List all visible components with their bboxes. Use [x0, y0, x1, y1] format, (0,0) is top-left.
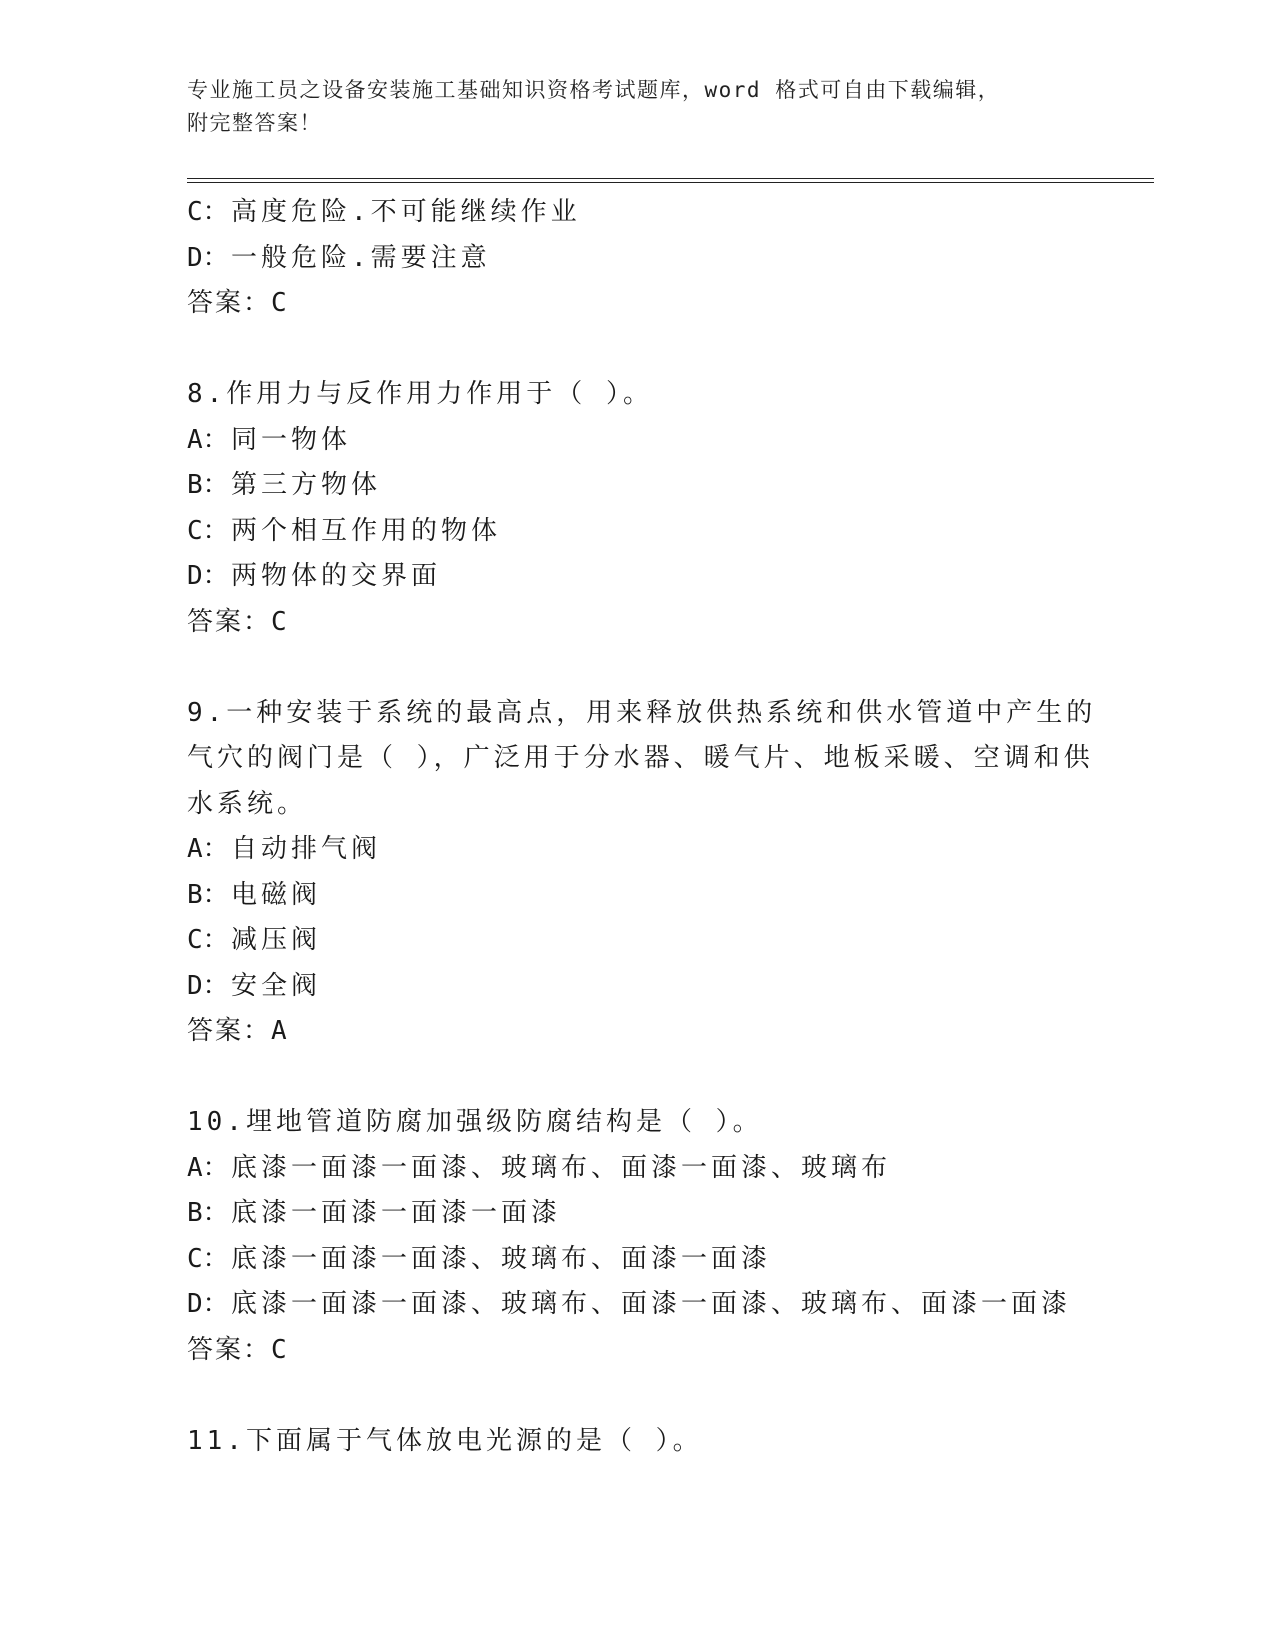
answer-line: 答案：C: [187, 606, 289, 637]
option-text: 底漆一面漆一面漆、玻璃布、面漆一面漆、玻璃布: [231, 1152, 892, 1183]
option-text: 底漆一面漆一面漆、玻璃布、面漆一面漆、玻璃布、面漆一面漆: [231, 1289, 1072, 1319]
spacer: [187, 645, 1087, 691]
option-text: 第三方物体: [231, 470, 382, 500]
option-text: 自动排气阀: [231, 834, 382, 864]
option-text: 减压阀: [231, 925, 322, 955]
option-key: C：: [187, 197, 229, 227]
option-key: D：: [187, 561, 229, 591]
option-d: [187, 964, 1087, 1010]
option-key: C：: [187, 925, 229, 955]
option-d: [187, 236, 1087, 282]
option-key: A：: [187, 1152, 229, 1183]
option-c: [187, 509, 1087, 555]
header-text-line-2: 附完整答案！: [187, 111, 322, 135]
question-stem: 8.作用力与反作用力作用于（ ）。: [187, 379, 653, 409]
option-text: 两个相互作用的物体: [231, 515, 502, 546]
option-text: 同一物体: [231, 424, 352, 455]
option-text: 底漆一面漆一面漆一面漆: [231, 1198, 562, 1228]
option-key: A：: [187, 834, 229, 864]
option-text: 一般危险.需要注意: [231, 242, 491, 273]
question-fragment: [187, 190, 1087, 327]
spacer: [187, 327, 1087, 373]
spacer: [187, 1055, 1087, 1101]
option-key: C：: [187, 1243, 229, 1274]
option-a: [187, 418, 1087, 464]
question-stem-line-2: 气穴的阀门是（ ），广泛用于分水器、暖气片、地板采暖、空调和供: [187, 743, 1094, 773]
question-11: [187, 1419, 1087, 1465]
question-stem-line-3: 水系统。: [187, 788, 308, 819]
option-a: [187, 1146, 1087, 1192]
option-key: D：: [187, 1289, 229, 1319]
question-9: [187, 691, 1097, 1055]
option-d: [187, 1282, 1087, 1328]
option-key: B：: [187, 1198, 229, 1228]
question-10: [187, 1100, 1087, 1373]
spacer: [187, 1373, 1087, 1419]
option-b: [187, 1191, 1087, 1237]
question-stem: 11.下面属于气体放电光源的是（ ）。: [187, 1425, 703, 1456]
header-text-line-1: 专业施工员之设备安装施工基础知识资格考试题库，word 格式可自由下载编辑，: [187, 78, 1001, 102]
option-text: 高度危险.不可能继续作业: [231, 197, 581, 227]
option-text: 底漆一面漆一面漆、玻璃布、面漆一面漆: [231, 1243, 772, 1274]
option-b: [187, 873, 1087, 919]
page-header: [187, 74, 1067, 140]
answer-line: 答案：A: [187, 1016, 289, 1046]
option-c: [187, 918, 1087, 964]
option-key: A：: [187, 424, 229, 455]
option-text: 安全阀: [231, 970, 322, 1001]
answer-line: 答案：C: [187, 288, 289, 318]
option-c: [187, 1237, 1087, 1283]
option-key: C：: [187, 515, 229, 546]
header-divider: [187, 178, 1154, 183]
option-text: 电磁阀: [231, 879, 322, 910]
question-list: [187, 190, 1097, 1464]
option-c: [187, 190, 1087, 236]
option-a: [187, 827, 1087, 873]
option-text: 两物体的交界面: [231, 561, 442, 591]
option-key: D：: [187, 242, 229, 273]
option-key: D：: [187, 970, 229, 1001]
answer-line: 答案：C: [187, 1334, 289, 1365]
option-d: [187, 554, 1087, 600]
option-key: B：: [187, 470, 229, 500]
option-key: B：: [187, 879, 229, 910]
question-stem: 10.埋地管道防腐加强级防腐结构是（ ）。: [187, 1107, 763, 1137]
question-stem-line-1: 9.一种安装于系统的最高点，用来释放供热系统和供水管道中产生的: [187, 697, 1097, 728]
option-b: [187, 463, 1087, 509]
question-8: [187, 372, 1087, 645]
